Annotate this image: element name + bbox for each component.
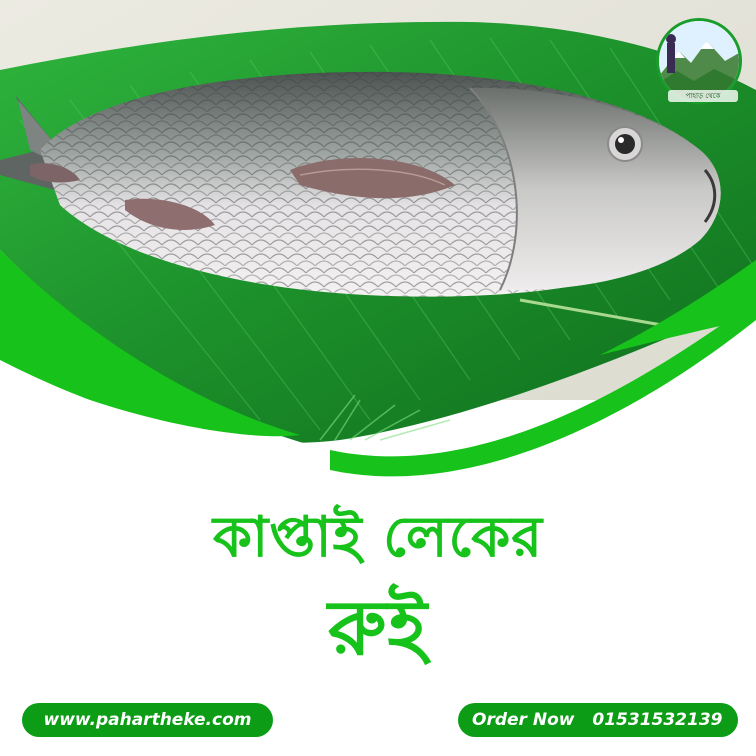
mountain-logo-icon: [659, 21, 739, 101]
order-now-button[interactable]: [458, 703, 738, 737]
website-link[interactable]: www.pahartheke.com: [22, 703, 273, 737]
order-now-label: Order Now: [472, 710, 575, 730]
phone-number: 01531532139: [592, 710, 723, 730]
logo-caption: পাহাড় থেকে: [668, 90, 738, 102]
headline-line-2: রুই: [328, 583, 428, 672]
headline-line-1: কাপ্তাই লেকের: [212, 505, 544, 570]
